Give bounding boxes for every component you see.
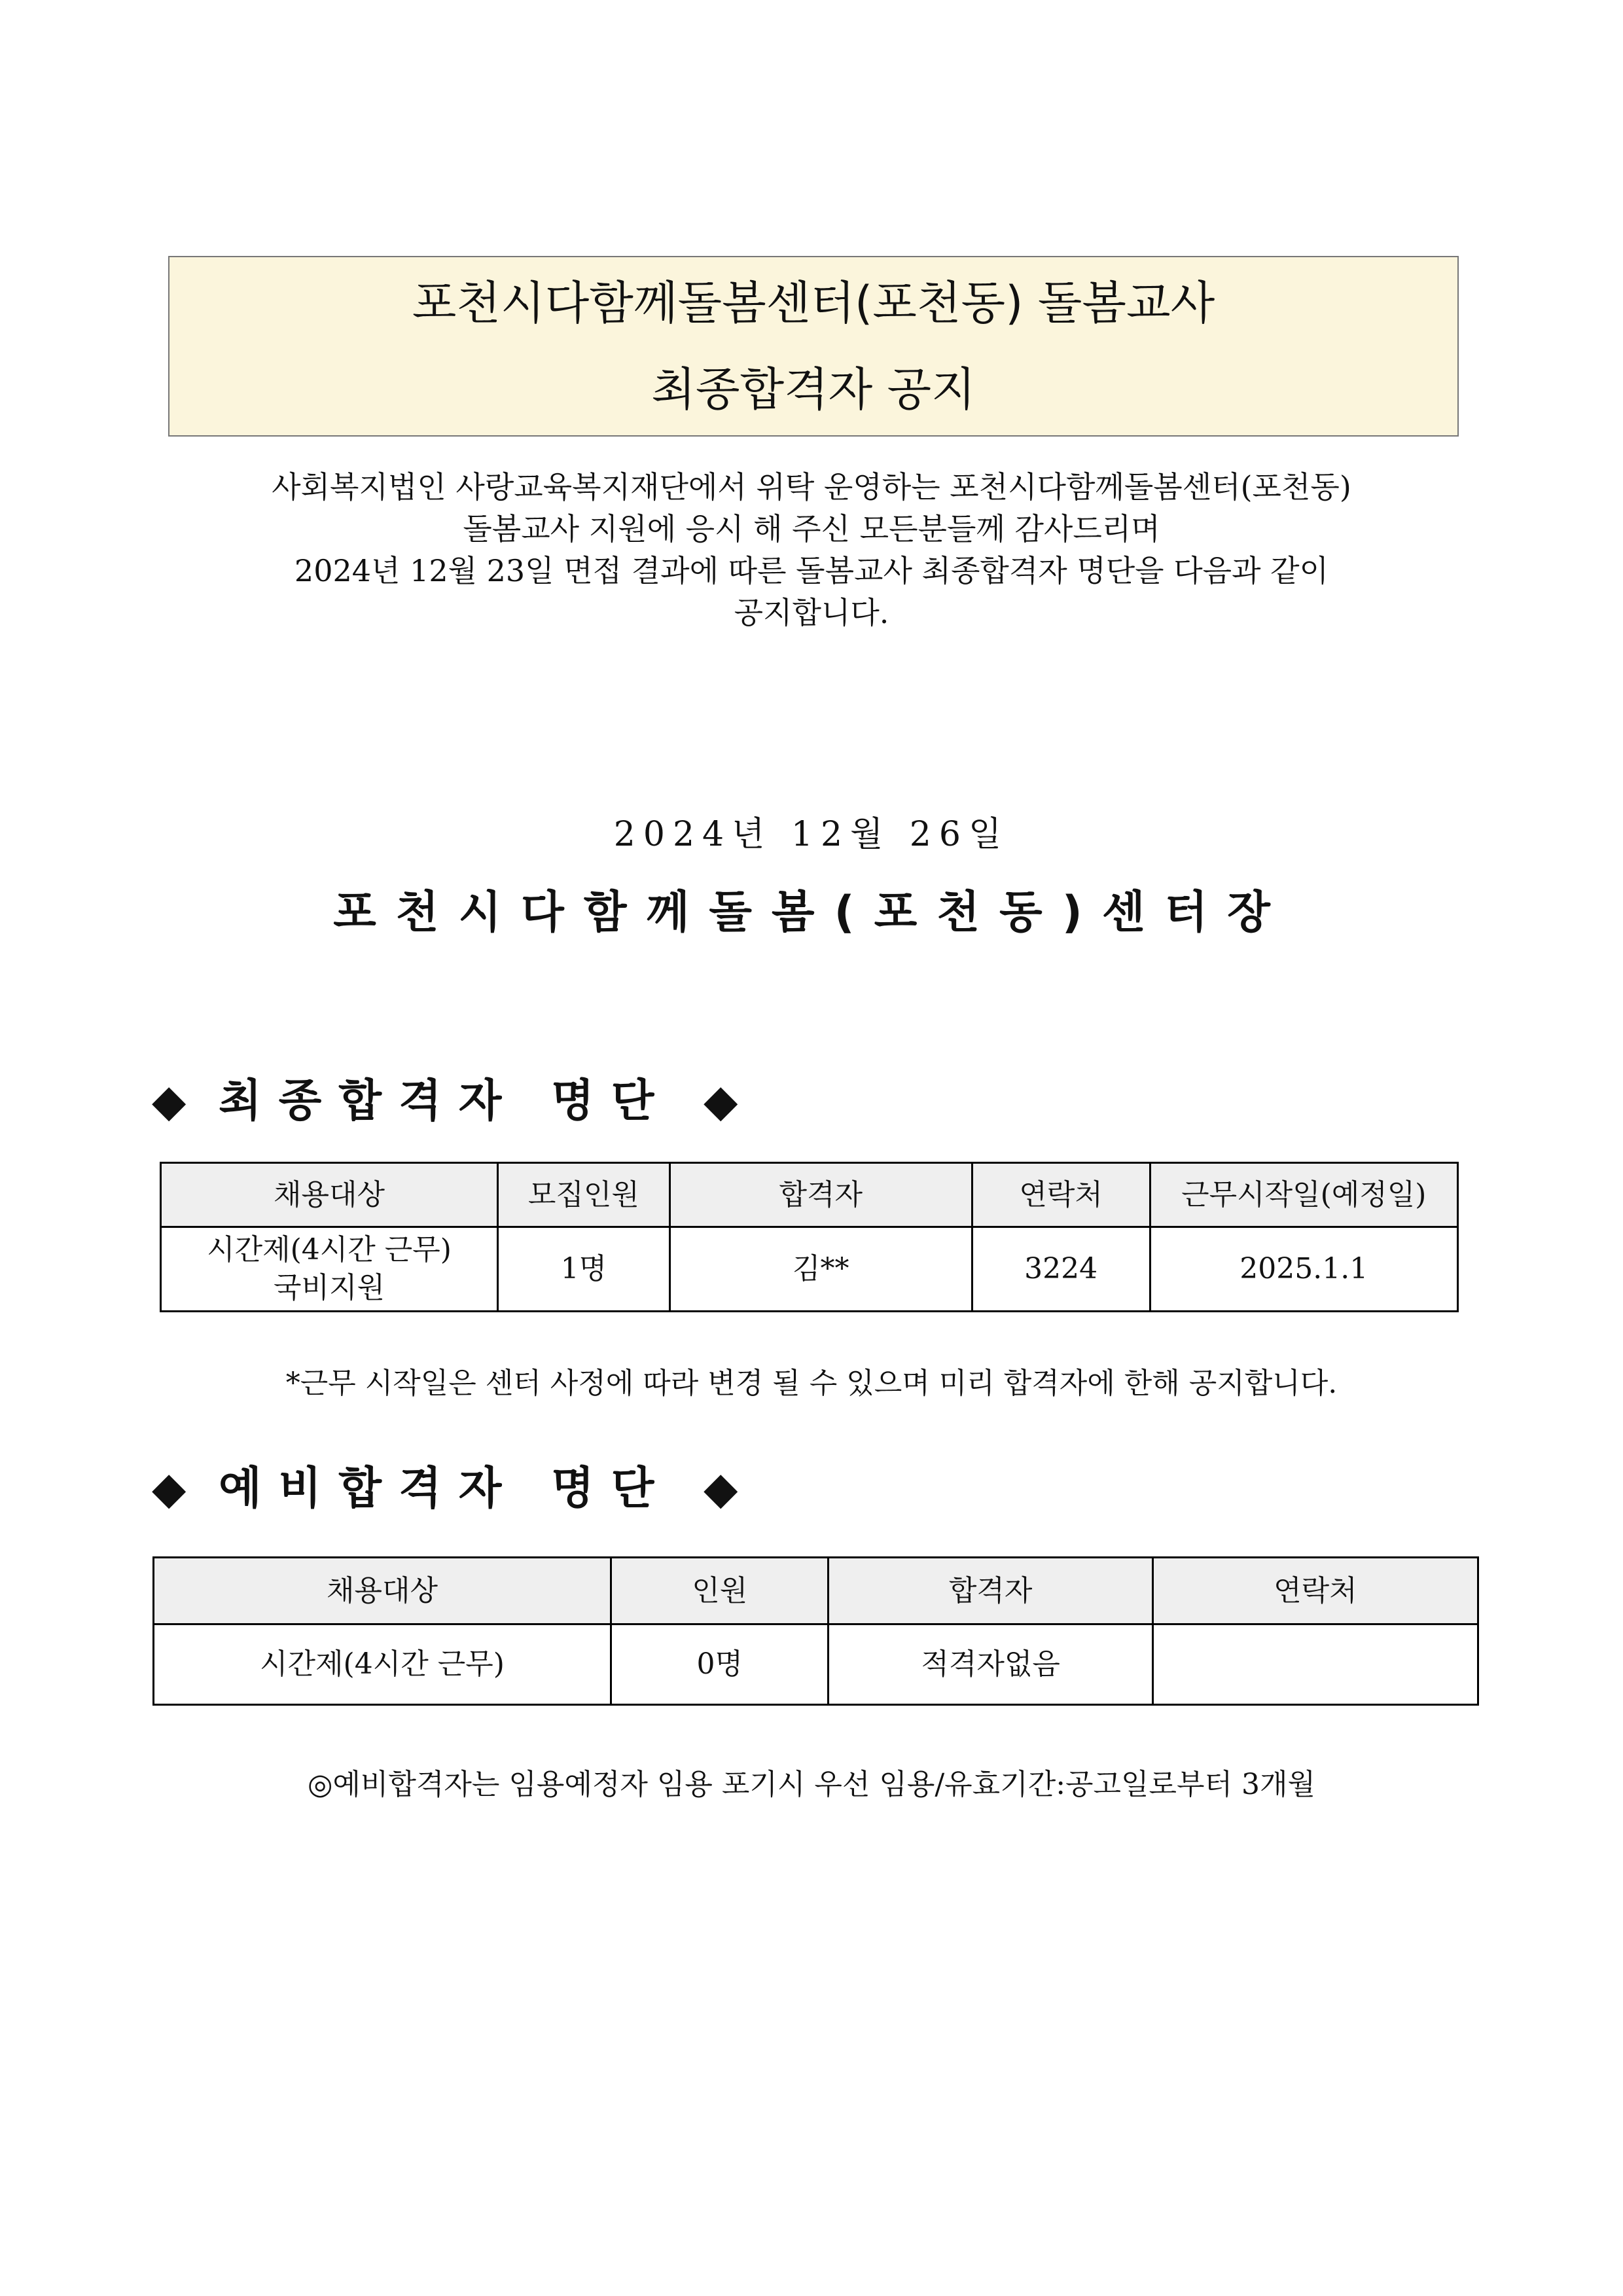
title-line-1: 포천시다함께돌봄센터(포천동) 돌봄교사 [412, 276, 1215, 330]
notice-date: 2024년 12월 26일 [613, 815, 1010, 854]
target-cell [161, 1227, 498, 1312]
header-cell: 합격자 [669, 1163, 972, 1227]
intro-line-4: 공지합니다. [734, 595, 889, 630]
final-table [160, 1162, 1459, 1312]
header-cell: 채용대상 [154, 1558, 611, 1624]
target-cell: 시간제(4시간 근무) [154, 1624, 611, 1705]
target-line-1: 시간제(4시간 근무) [207, 1233, 452, 1266]
intro-line-1: 사회복지법인 사랑교육복지재단에서 위탁 운영하는 포천시다함께돌봄센터(포천동) [272, 469, 1351, 505]
diamond-icon: ◆ [704, 1075, 738, 1127]
start-date-cell: 2025.1.1 [1150, 1227, 1457, 1312]
target-line-2: 국비지원 [274, 1271, 385, 1304]
header-cell: 합격자 [829, 1558, 1152, 1624]
table-row [161, 1227, 1458, 1312]
contact-cell [1152, 1624, 1478, 1705]
final-table-header-row [161, 1163, 1458, 1227]
final-section-title-text: 최종합격자 명단 [218, 1075, 671, 1127]
header-cell: 모집인원 [498, 1163, 670, 1227]
diamond-icon: ◆ [152, 1075, 187, 1127]
name-cell: 김** [669, 1227, 972, 1312]
reserve-note: ◎예비합격자는 임용예정자 임용 포기시 우선 임용/유효기간:공고일로부터 3개월 [307, 1768, 1316, 1801]
name-cell: 적격자없음 [829, 1624, 1152, 1705]
header-cell: 연락처 [972, 1163, 1150, 1227]
reserve-table-header-row [154, 1558, 1478, 1624]
title-line-2: 최종합격자 공지 [651, 363, 976, 416]
count-cell: 1명 [498, 1227, 670, 1312]
header-cell: 인원 [611, 1558, 829, 1624]
header-cell: 근무시작일(예정일) [1150, 1163, 1457, 1227]
intro-line-3: 2024년 12월 23일 면접 결과에 따른 돌봄교사 최종합격자 명단을 다음과 같이 [294, 553, 1329, 588]
intro-paragraph [131, 466, 1492, 634]
header-cell: 연락처 [1152, 1558, 1478, 1624]
reserve-section-title-text: 예비합격자 명단 [218, 1462, 671, 1515]
final-note: *근무 시작일은 센터 사정에 따라 변경 될 수 있으며 미리 합격자에 한해 공지합니다. [285, 1367, 1338, 1400]
count-cell: 0명 [611, 1624, 829, 1705]
table-row [154, 1624, 1478, 1705]
title-box [168, 256, 1459, 437]
intro-line-2: 돌봄교사 지원에 응시 해 주신 모든분들께 감사드리며 [463, 511, 1160, 547]
reserve-section-title [152, 1453, 738, 1516]
diamond-icon: ◆ [704, 1462, 738, 1515]
contact-cell: 3224 [972, 1227, 1150, 1312]
final-section-title [152, 1066, 738, 1129]
header-cell: 채용대상 [161, 1163, 498, 1227]
reserve-table [152, 1556, 1479, 1706]
signer: 포천시다함께돌봄(포천동)센터장 [333, 887, 1290, 939]
diamond-icon: ◆ [152, 1462, 187, 1515]
